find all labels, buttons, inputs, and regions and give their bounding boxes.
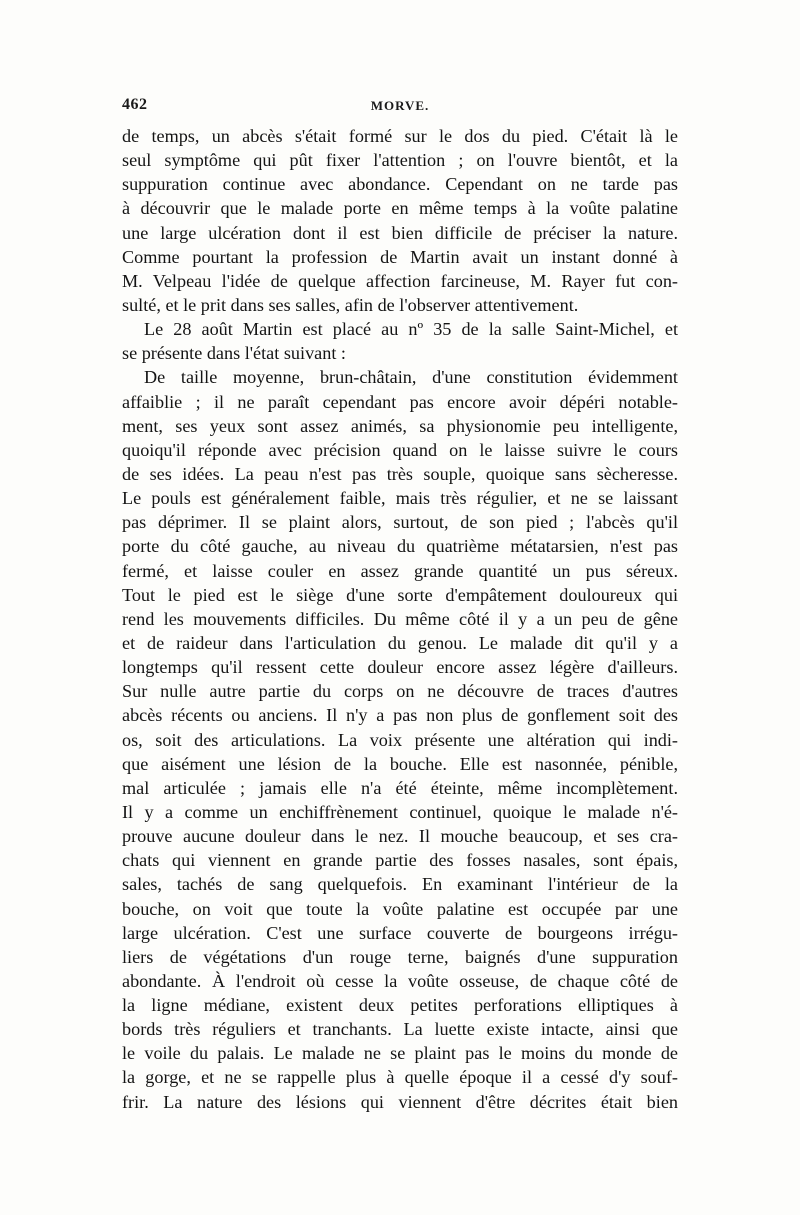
- text-line: bords très réguliers et tranchants. La luette existe intacte, ainsi que: [122, 1019, 678, 1040]
- text-line: chats qui viennent en grande partie des fosses nasales, sont épais,: [122, 850, 678, 871]
- text-line: seul symptôme qui pût fixer l'attention ; on l'ouvre bientôt, et la: [122, 150, 678, 171]
- text-line: ment, ses yeux sont assez animés, sa physionomie peu intelligente,: [122, 415, 678, 436]
- text-line: Il y a comme un enchiffrènement continuel, quoique le malade n'é-: [122, 801, 678, 822]
- text-line: le voile du palais. Le malade ne se plaint pas le moins du monde de: [122, 1043, 678, 1064]
- text-line: Tout le pied est le siège d'une sorte d'empâtement douloureux qui: [122, 584, 678, 605]
- text-line: que aisément une lésion de la bouche. Elle est nasonnée, pénible,: [122, 753, 678, 774]
- text-line: De taille moyenne, brun-châtain, d'une constitution évidemment: [144, 367, 678, 388]
- text-line: prouve aucune douleur dans le nez. Il mouche beaucoup, et ses cra-: [122, 826, 678, 847]
- text-line: affaiblie ; il ne paraît cependant pas encore avoir dépéri notable-: [122, 391, 678, 412]
- text-line: sales, tachés de sang quelquefois. En examinant l'intérieur de la: [122, 874, 678, 895]
- text-line: de temps, un abcès s'était formé sur le dos du pied. C'était là le: [122, 126, 678, 146]
- text-line: M. Velpeau l'idée de quelque affection farcineuse, M. Rayer fut con-: [122, 270, 678, 291]
- text-line: quoiqu'il réponde avec précision quand on le laisse suivre le cours: [122, 439, 678, 460]
- text-line: fermé, et laisse couler en assez grande quantité un pus séreux.: [122, 560, 678, 581]
- text-line: bouche, on voit que toute la voûte palatine est occupée par une: [122, 898, 678, 919]
- text-line: pas déprimer. Il se plaint alors, surtout, de son pied ; l'abcès qu'il: [122, 512, 678, 533]
- text-line: abondante. À l'endroit où cesse la voûte osseuse, de chaque côté de: [122, 970, 678, 991]
- text-line: la ligne médiane, existent deux petites perforations elliptiques à: [122, 995, 678, 1016]
- text-line: suppuration continue avec abondance. Cependant on ne tarde pas: [122, 174, 678, 195]
- text-line: Le pouls est généralement faible, mais très régulier, et ne se laissant: [122, 488, 678, 509]
- text-line: os, soit des articulations. La voix présente une altération qui indi-: [122, 729, 678, 750]
- text-line: de ses idées. La peau n'est pas très souple, quoique sans sècheresse.: [122, 463, 678, 484]
- page-number: 462: [122, 96, 148, 113]
- text-line: la gorge, et ne se rappelle plus à quelle époque il a cessé d'y souf-: [122, 1067, 678, 1088]
- running-title: MORVE.: [370, 98, 430, 113]
- text-line: large ulcération. C'est une surface couverte de bourgeons irrégu-: [122, 922, 678, 943]
- text-line: longtemps qu'il ressent cette douleur encore assez légère d'ailleurs.: [122, 657, 678, 678]
- text-line: sulté, et le prit dans ses salles, afin de l'observer attentivement.: [122, 294, 579, 315]
- page-header: [122, 96, 678, 118]
- text-line: mal articulée ; jamais elle n'a été éteinte, même incomplètement.: [122, 777, 678, 798]
- text-line: Sur nulle autre partie du corps on ne découvre de traces d'autres: [122, 681, 678, 702]
- text-line: se présente dans l'état suivant :: [122, 343, 346, 364]
- text-line: frir. La nature des lésions qui viennent d'être décrites était bien: [122, 1091, 678, 1112]
- text-line: Comme pourtant la profession de Martin avait un instant donné à: [122, 246, 678, 267]
- text-line: Le 28 août Martin est placé au nº 35 de la salle Saint-Michel, et: [144, 319, 678, 340]
- text-line: abcès récents ou anciens. Il n'y a pas non plus de gonflement soit des: [122, 705, 678, 726]
- text-line: liers de végétations d'un rouge terne, baignés d'une suppuration: [122, 946, 678, 967]
- text-line: rend les mouvements difficiles. Du même côté il y a un peu de gêne: [122, 608, 678, 629]
- text-line: et de raideur dans l'articulation du genou. Le malade dit qu'il y a: [122, 632, 678, 653]
- text-line: porte du côté gauche, au niveau du quatrième métatarsien, n'est pas: [122, 536, 678, 557]
- body-text: [122, 124, 678, 1114]
- text-line: à découvrir que le malade porte en même temps à la voûte palatine: [122, 198, 678, 219]
- text-line: une large ulcération dont il est bien difficile de préciser la nature.: [122, 222, 678, 243]
